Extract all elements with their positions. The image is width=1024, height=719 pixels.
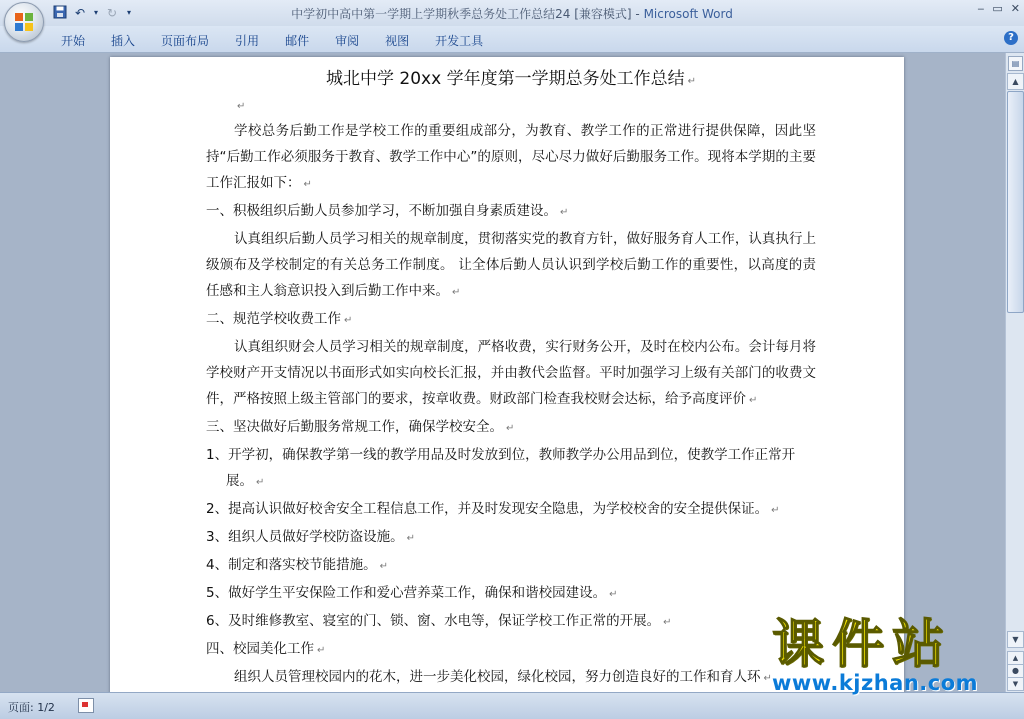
list-item — [206, 524, 816, 552]
body-paragraph — [206, 118, 816, 198]
body-paragraph — [206, 226, 816, 306]
close-icon[interactable]: ✕ — [1010, 2, 1020, 15]
office-button[interactable] — [4, 2, 44, 42]
watermark-url: www.kjzhan.com — [772, 671, 979, 695]
tab-review[interactable]: 审阅 — [335, 34, 360, 48]
watermark — [772, 615, 1002, 698]
section-heading — [206, 414, 816, 442]
paragraph-mark-icon: ↵ — [609, 589, 618, 600]
page-count[interactable]: 页面: 1/2 — [8, 701, 55, 714]
body-paragraph — [206, 664, 816, 692]
paragraph-mark-icon: ↵ — [506, 423, 515, 434]
ribbon-tab-bar — [0, 26, 1024, 53]
paragraph-text: 三、坚决做好后勤服务常规工作，确保学校安全。 — [206, 419, 503, 435]
paragraph-mark-icon: ↵ — [663, 617, 672, 628]
tab-insert[interactable]: 插入 — [111, 34, 136, 48]
watermark-logo: 课件站 — [772, 615, 953, 675]
tab-page-layout[interactable]: 页面布局 — [161, 34, 210, 48]
previous-page-icon[interactable]: ▲ — [1007, 651, 1024, 665]
redo-icon[interactable]: ↻ — [106, 6, 118, 20]
paragraph-text: 2、提高认识做好校舍安全工程信息工作，并及时发现安全隐患，为学校校舍的安全提供保证。 — [206, 501, 769, 517]
paragraph-mark-icon: ↵ — [687, 76, 696, 87]
tab-developer[interactable]: 开发工具 — [435, 34, 484, 48]
list-item — [206, 608, 816, 636]
document-heading-text: 城北中学 20xx 学年度第一学期总务处工作总结 — [326, 69, 685, 89]
paragraph-text: 认真组织后勤人员学习相关的规章制度，贯彻落实党的教育方针，做好服务育人工作，认真执行上级颁布及学校制定的有关总务工作制度。 让全体后勤人员认识到学校后勤工作的重要性，以高度的责任感和主人翁意识投入到后勤工作中来。 — [206, 231, 816, 299]
paragraph-mark-icon: ↵ — [763, 673, 772, 684]
title-separator: - — [631, 7, 644, 21]
paragraph-text: 3、组织人员做好学校防盗设施。 — [206, 529, 404, 545]
scroll-up-icon[interactable]: ▲ — [1007, 73, 1024, 90]
page-content[interactable] — [206, 62, 816, 692]
paragraph-list — [206, 92, 816, 692]
ribbon-tabs — [50, 30, 498, 51]
office-logo-icon — [14, 12, 34, 32]
scroll-down-icon[interactable]: ▼ — [1007, 631, 1024, 648]
document-page[interactable] — [110, 57, 904, 692]
tab-home[interactable]: 开始 — [61, 34, 86, 48]
paragraph-mark-icon: ↵ — [256, 477, 265, 488]
ruler-toggle-icon[interactable]: ▤ — [1008, 56, 1023, 71]
help-icon[interactable]: ? — [1004, 31, 1018, 45]
paragraph-text: 1、开学初，确保教学第一线的教学用品及时发放到位，教师教学办公用品到位，使教学工作正常开展。 — [206, 447, 796, 489]
paragraph-mark-icon: ↵ — [406, 533, 415, 544]
restore-icon[interactable]: ▭ — [992, 2, 1003, 15]
list-item — [206, 580, 816, 608]
paragraph-text: 5、做好学生平安保险工作和爱心营养菜工作，确保和谐校园建设。 — [206, 585, 607, 601]
proofing-icon[interactable] — [78, 698, 94, 713]
section-heading — [206, 306, 816, 334]
minimize-icon[interactable]: ‒ — [977, 2, 985, 15]
paragraph-text: 认真组织财会人员学习相关的规章制度，严格收费，实行财务公开，及时在校内公布。会计每月将学校财产开支情况以书面形式如实向校长汇报，并由教代会监督。平时加强学习上级有关部门的收费文件，严格按照上级主管部门的要求，按章收费。财政部门检查我校财会达标，给予高度评价 — [206, 339, 816, 407]
paragraph-text: 二、规范学校收费工作 — [206, 311, 341, 327]
paragraph-text: 6、及时维修教室、寝室的门、锁、窗、水电等，保证学校工作正常的开展。 — [206, 613, 661, 629]
paragraph-text: 学校总务后勤工作是学校工作的重要组成部分，为教育、教学工作的正常进行提供保障，因此坚持“后勤工作必须服务于教育、教学工作中心”的原则，尽心尽力做好后勤服务工作。现将本学期的主要工作汇报如下： — [206, 123, 816, 191]
window-title — [0, 5, 1024, 22]
tab-references[interactable]: 引用 — [235, 34, 260, 48]
body-paragraph — [206, 334, 816, 414]
paragraph-text: 四、校园美化工作 — [206, 641, 314, 657]
customize-toolbar-icon[interactable]: ▾ — [126, 8, 131, 17]
tab-view[interactable]: 视图 — [385, 34, 410, 48]
paragraph-text: 组织人员管理校园内的花木，进一步美化校园，绿化校园，努力创造良好的工作和育人环 — [234, 669, 761, 685]
list-item — [206, 552, 816, 580]
title-bar — [0, 0, 1024, 26]
paragraph-mark-icon: ↵ — [749, 395, 758, 406]
paragraph-mark-icon: ↵ — [379, 561, 388, 572]
document-heading — [206, 66, 816, 92]
paragraph-mark-icon: ↵ — [560, 207, 569, 218]
vertical-scrollbar[interactable] — [1005, 53, 1024, 692]
tab-mailings[interactable]: 邮件 — [285, 34, 310, 48]
undo-icon[interactable]: ↶ — [74, 6, 86, 20]
select-browse-object-icon[interactable]: ● — [1007, 664, 1024, 678]
paragraph-mark-icon: ↵ — [237, 101, 246, 112]
paragraph-text: 4、制定和落实校节能措施。 — [206, 557, 377, 573]
document-name: 中学初中高中第一学期上学期秋季总务处工作总结24 [兼容模式] — [291, 7, 632, 21]
next-page-icon[interactable]: ▼ — [1007, 677, 1024, 691]
document-workspace — [0, 53, 1006, 695]
paragraph-mark-icon: ↵ — [303, 179, 312, 190]
app-name: Microsoft Word — [643, 7, 733, 21]
list-item — [206, 442, 816, 496]
window-controls — [977, 2, 1020, 15]
scroll-thumb[interactable] — [1007, 91, 1024, 313]
paragraph-mark-icon: ↵ — [771, 505, 780, 516]
list-item — [206, 496, 816, 524]
undo-dropdown-icon[interactable]: ▾ — [93, 8, 98, 17]
section-heading — [206, 198, 816, 226]
paragraph-text: 一、积极组织后勤人员参加学习，不断加强自身素质建设。 — [206, 203, 557, 219]
section-heading — [206, 636, 816, 664]
paragraph-mark-icon: ↵ — [344, 315, 353, 326]
paragraph-mark-icon: ↵ — [317, 645, 326, 656]
empty-paragraph — [206, 92, 816, 118]
paragraph-mark-icon: ↵ — [452, 287, 461, 298]
